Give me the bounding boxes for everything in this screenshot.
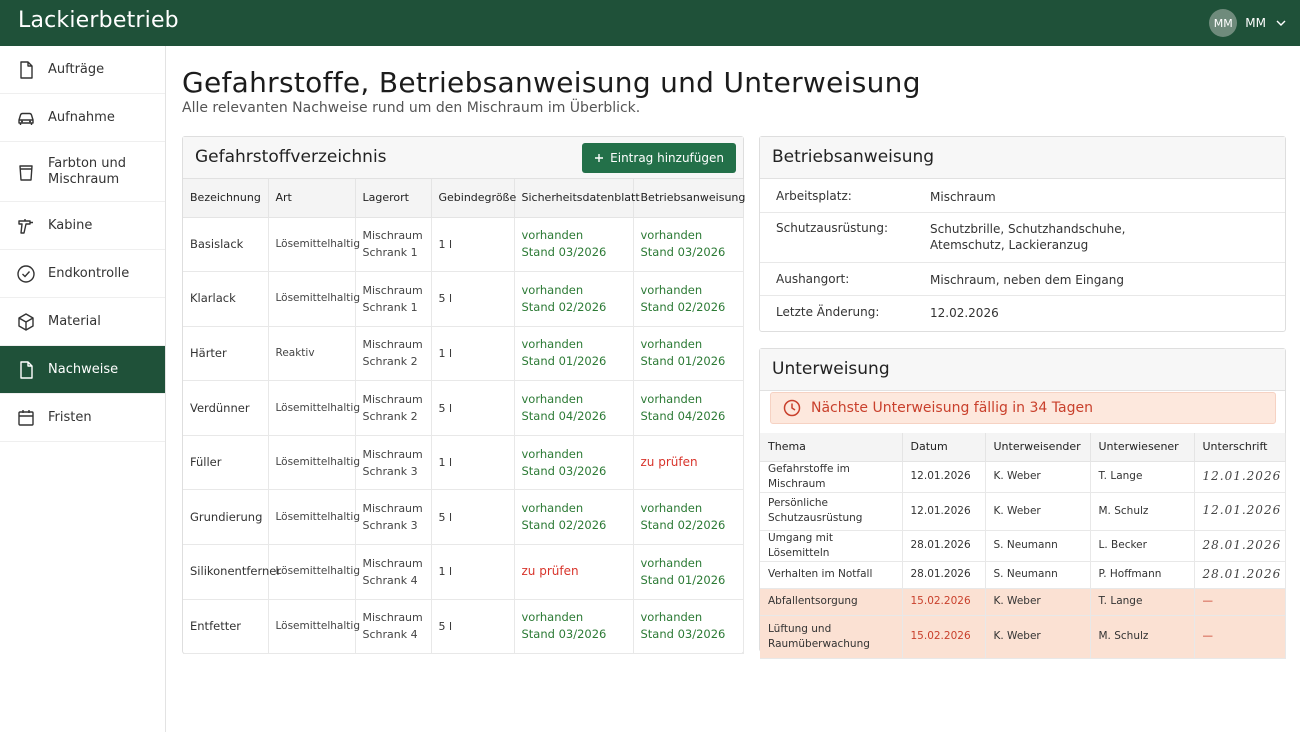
status-date: Stand 03/2026 (640, 627, 726, 642)
check-circle-icon (16, 264, 36, 284)
info-value-line: Schutzbrille, Schutzhandschuhe, (930, 222, 1126, 236)
table-row[interactable] (183, 381, 743, 436)
avatar[interactable]: MM (1209, 9, 1237, 37)
table-row[interactable] (183, 217, 743, 272)
table-row[interactable] (760, 588, 1285, 615)
lagerort-line: Mischraum (362, 502, 423, 516)
cell-sicherheitsdatenblatt[interactable] (514, 435, 633, 490)
sidebar-item-fristen[interactable] (0, 394, 165, 442)
spray-gun-icon (16, 216, 36, 236)
cell-thema (760, 561, 902, 588)
thema-line: Verhalten im Notfall (768, 568, 873, 580)
cell-datum: 12.01.2026 (902, 492, 985, 530)
lagerort-line: Schrank 1 (362, 300, 418, 314)
chevron-down-icon[interactable] (1274, 16, 1288, 30)
card-header (760, 137, 1285, 179)
column-header[interactable]: Gebindegröße (431, 179, 514, 217)
signature: 28.01.2026 (1202, 537, 1282, 552)
cell-unterwiesener: L. Becker (1090, 530, 1194, 561)
cell-betriebsanweisung[interactable] (633, 326, 743, 381)
signature: 28.01.2026 (1202, 566, 1282, 581)
status-date: Stand 02/2026 (640, 299, 726, 314)
sidebar-item-label: Material (48, 313, 101, 329)
table-row[interactable] (760, 615, 1285, 658)
cell-thema (760, 615, 902, 658)
betriebsanweisung-card (759, 136, 1286, 332)
info-key: Schutzausrüstung: (776, 221, 889, 235)
cell-sicherheitsdatenblatt[interactable] (514, 217, 633, 272)
column-header[interactable]: Datum (902, 433, 985, 461)
cell-lagerort (355, 435, 431, 490)
sidebar-item-auftraege[interactable] (0, 46, 165, 94)
cell-lagerort (355, 272, 431, 327)
signature: — (1202, 630, 1213, 642)
cell-bezeichnung: Grundierung (183, 490, 268, 545)
cell-unterwiesener: P. Hoffmann (1090, 561, 1194, 588)
cell-art: Lösemittelhaltig (268, 435, 355, 490)
cell-bezeichnung: Klarlack (183, 272, 268, 327)
column-header[interactable]: Unterschrift (1194, 433, 1285, 461)
cell-gebindegroesse: 1 l (431, 545, 514, 600)
cell-bezeichnung: Basislack (183, 217, 268, 272)
cell-gebindegroesse: 5 l (431, 490, 514, 545)
unterweisung-table (760, 433, 1286, 659)
document-icon (16, 60, 36, 80)
thema-line: Lüftung und (768, 622, 832, 635)
status-date: Stand 03/2026 (521, 245, 607, 260)
cell-datum: 28.01.2026 (902, 530, 985, 561)
cell-sicherheitsdatenblatt[interactable] (514, 272, 633, 327)
sidebar-item-label: Endkontrolle (48, 265, 130, 281)
cell-unterschrift[interactable] (1194, 588, 1285, 615)
thema-line: Schutzausrüstung (768, 512, 863, 524)
sidebar-item-endkontrolle[interactable] (0, 250, 165, 298)
sidebar-item-label: Fristen (48, 409, 92, 425)
cell-lagerort (355, 381, 431, 436)
sidebar-item-label: Aufnahme (48, 109, 115, 125)
status-date: Stand 03/2026 (521, 463, 607, 478)
cell-lagerort (355, 545, 431, 600)
column-header[interactable]: Sicherheitsdatenblatt (514, 179, 633, 217)
table-row[interactable] (183, 545, 743, 600)
cell-datum: 12.01.2026 (902, 461, 985, 492)
sidebar-item-label: Aufträge (48, 61, 105, 77)
column-header[interactable]: Thema (760, 433, 902, 461)
info-value: Mischraum, neben dem Eingang (930, 273, 1124, 287)
cell-art: Reaktiv (268, 326, 355, 381)
status-date: Stand 01/2026 (521, 354, 607, 369)
table-row[interactable] (183, 490, 743, 545)
status-text: zu prüfen (640, 455, 698, 470)
cell-unterwiesener: T. Lange (1090, 461, 1194, 492)
cell-betriebsanweisung[interactable] (633, 217, 743, 272)
thema-line: Raumüberwachung (768, 637, 870, 650)
info-row (760, 179, 1285, 213)
sidebar (0, 46, 166, 732)
cell-betriebsanweisung[interactable] (633, 545, 743, 600)
sidebar-item-label: Nachweise (48, 361, 119, 377)
cell-bezeichnung: Füller (183, 435, 268, 490)
user-name[interactable]: MM (1245, 16, 1266, 30)
card-title: Unterweisung (772, 359, 890, 379)
table-header-row (183, 179, 743, 217)
cell-art: Lösemittelhaltig (268, 545, 355, 600)
table-row[interactable] (760, 561, 1285, 588)
lagerort-line: Mischraum (362, 229, 423, 243)
cell-betriebsanweisung[interactable] (633, 435, 743, 490)
sidebar-item-kabine[interactable] (0, 202, 165, 250)
cell-unterweisender: S. Neumann (985, 561, 1090, 588)
table-row[interactable] (183, 435, 743, 490)
cell-unterweisender: K. Weber (985, 588, 1090, 615)
lagerort-line: Mischraum (362, 447, 423, 461)
lagerort-line: Mischraum (362, 611, 423, 625)
cell-sicherheitsdatenblatt[interactable] (514, 381, 633, 436)
cell-bezeichnung: Entfetter (183, 599, 268, 654)
add-entry-label: Eintrag hinzufügen (610, 151, 724, 165)
cell-art: Lösemittelhaltig (268, 381, 355, 436)
cell-gebindegroesse: 1 l (431, 217, 514, 272)
status-text: vorhanden (640, 501, 703, 516)
cell-art: Lösemittelhaltig (268, 490, 355, 545)
table-row[interactable] (760, 492, 1285, 530)
column-header[interactable]: Bezeichnung (183, 179, 268, 217)
lagerort-line: Mischraum (362, 338, 423, 352)
cell-betriebsanweisung[interactable] (633, 599, 743, 654)
info-value: 12.02.2026 (930, 306, 999, 320)
cell-sicherheitsdatenblatt[interactable] (514, 490, 633, 545)
cell-thema (760, 461, 902, 492)
status-text: vorhanden (640, 337, 703, 352)
info-value-line: Atemschutz, Lackieranzug (930, 238, 1089, 252)
cell-gebindegroesse: 5 l (431, 599, 514, 654)
signature: — (1202, 595, 1213, 607)
column-header[interactable]: Art (268, 179, 355, 217)
cell-unterschrift[interactable] (1194, 561, 1285, 588)
table-row[interactable] (183, 272, 743, 327)
lagerort-line: Schrank 1 (362, 246, 418, 260)
cell-betriebsanweisung[interactable] (633, 490, 743, 545)
info-key: Aushangort: (776, 272, 850, 286)
card-title: Gefahrstoffverzeichnis (195, 147, 387, 167)
cell-betriebsanweisung[interactable] (633, 272, 743, 327)
cell-thema (760, 530, 902, 561)
card-header (183, 137, 743, 179)
thema-line: Persönliche (768, 497, 829, 509)
box-icon (16, 312, 36, 332)
thema-line: Gefahrstoffe im Mischraum (768, 462, 850, 490)
card-header (760, 349, 1285, 391)
cell-gebindegroesse: 5 l (431, 381, 514, 436)
info-key: Letzte Änderung: (776, 305, 880, 319)
cell-unterschrift[interactable] (1194, 615, 1285, 658)
cell-unterweisender: S. Neumann (985, 530, 1090, 561)
gefahrstoff-card (182, 136, 744, 654)
user-menu[interactable] (1209, 9, 1288, 37)
column-header[interactable]: Lagerort (355, 179, 431, 217)
cell-lagerort (355, 490, 431, 545)
info-value (930, 221, 1125, 253)
status-date: Stand 03/2026 (640, 245, 726, 260)
cell-unterschrift[interactable] (1194, 461, 1285, 492)
sidebar-item-nachweise[interactable] (0, 346, 165, 394)
cell-datum: 15.02.2026 (902, 588, 985, 615)
status-date: Stand 04/2026 (640, 409, 726, 424)
plus-icon (594, 153, 604, 163)
cell-sicherheitsdatenblatt[interactable] (514, 545, 633, 600)
unterweisung-card (759, 348, 1286, 652)
cell-gebindegroesse: 5 l (431, 272, 514, 327)
cell-unterwiesener: T. Lange (1090, 588, 1194, 615)
status-date: Stand 04/2026 (521, 409, 607, 424)
sidebar-item-farbton-und-mischraum[interactable] (0, 142, 165, 202)
sidebar-item-label: Farbton und Mischraum (48, 155, 126, 187)
cell-unterwiesener: M. Schulz (1090, 615, 1194, 658)
cell-datum: 28.01.2026 (902, 561, 985, 588)
table-row[interactable] (760, 461, 1285, 492)
cell-gebindegroesse: 1 l (431, 326, 514, 381)
lagerort-line: Schrank 3 (362, 464, 418, 478)
status-text: vorhanden (640, 555, 703, 570)
cell-art: Lösemittelhaltig (268, 599, 355, 654)
table-header-row (760, 433, 1285, 461)
car-icon (16, 108, 36, 128)
cell-datum: 15.02.2026 (902, 615, 985, 658)
paint-bucket-icon (16, 162, 36, 182)
lagerort-line: Schrank 3 (362, 519, 418, 533)
status-text: vorhanden (521, 610, 584, 625)
thema-line: Abfallentsorgung (768, 595, 858, 607)
info-row (760, 296, 1285, 330)
status-date: Stand 01/2026 (640, 572, 726, 587)
document-icon (16, 360, 36, 380)
cell-unterschrift[interactable] (1194, 492, 1285, 530)
info-row (760, 213, 1285, 263)
status-text: vorhanden (640, 392, 703, 407)
lagerort-line: Mischraum (362, 556, 423, 570)
lagerort-line: Schrank 2 (362, 410, 418, 424)
due-alert-text: Nächste Unterweisung fällig in 34 Tagen (811, 400, 1093, 416)
page-title: Gefahrstoffe, Betriebsanweisung und Unterweisung (182, 66, 921, 99)
status-text: vorhanden (521, 282, 584, 297)
status-date: Stand 02/2026 (521, 299, 607, 314)
cell-betriebsanweisung[interactable] (633, 381, 743, 436)
status-date: Stand 02/2026 (521, 518, 607, 533)
status-text: vorhanden (521, 337, 584, 352)
cell-art: Lösemittelhaltig (268, 217, 355, 272)
clock-icon (783, 399, 801, 417)
cell-unterwiesener: M. Schulz (1090, 492, 1194, 530)
add-entry-button[interactable] (582, 143, 736, 173)
info-row (760, 263, 1285, 296)
main-content (166, 46, 1300, 732)
status-date: Stand 01/2026 (640, 354, 726, 369)
cell-bezeichnung: Verdünner (183, 381, 268, 436)
status-text: vorhanden (640, 282, 703, 297)
status-text: vorhanden (640, 228, 703, 243)
table-row[interactable] (183, 599, 743, 654)
cell-sicherheitsdatenblatt[interactable] (514, 599, 633, 654)
cell-unterweisender: K. Weber (985, 492, 1090, 530)
cell-unterschrift[interactable] (1194, 530, 1285, 561)
table-row[interactable] (760, 530, 1285, 561)
thema-line: Umgang mit Lösemitteln (768, 531, 833, 559)
status-text: zu prüfen (521, 564, 579, 579)
cell-lagerort (355, 217, 431, 272)
info-key: Arbeitsplatz: (776, 189, 852, 203)
status-text: vorhanden (521, 446, 584, 461)
status-text: vorhanden (521, 228, 584, 243)
sidebar-item-material[interactable] (0, 298, 165, 346)
info-value: Mischraum (930, 190, 996, 204)
status-text: vorhanden (521, 501, 584, 516)
status-date: Stand 03/2026 (521, 627, 607, 642)
cell-thema (760, 588, 902, 615)
cell-bezeichnung: Silikonentferner (183, 545, 268, 600)
status-text: vorhanden (640, 610, 703, 625)
app-title: Lackierbetrieb (18, 8, 179, 33)
column-header[interactable]: Unterweisender (985, 433, 1090, 461)
due-alert (770, 392, 1276, 424)
cell-sicherheitsdatenblatt[interactable] (514, 326, 633, 381)
cell-lagerort (355, 326, 431, 381)
page-subtitle: Alle relevanten Nachweise rund um den Mischraum im Überblick. (182, 100, 641, 116)
cell-art: Lösemittelhaltig (268, 272, 355, 327)
status-date: Stand 02/2026 (640, 518, 726, 533)
top-bar (0, 0, 1300, 46)
cell-gebindegroesse: 1 l (431, 435, 514, 490)
table-row[interactable] (183, 326, 743, 381)
sidebar-item-label: Kabine (48, 217, 93, 233)
sidebar-item-aufnahme[interactable] (0, 94, 165, 142)
card-title: Betriebsanweisung (772, 147, 935, 167)
cell-thema (760, 492, 902, 530)
lagerort-line: Mischraum (362, 283, 423, 297)
cell-bezeichnung: Härter (183, 326, 268, 381)
calendar-icon (16, 408, 36, 428)
cell-unterweisender: K. Weber (985, 615, 1090, 658)
signature: 12.01.2026 (1202, 503, 1282, 517)
gefahrstoff-table (183, 179, 744, 654)
lagerort-line: Schrank 4 (362, 628, 418, 642)
column-header[interactable]: Unterwiesener (1090, 433, 1194, 461)
column-header[interactable]: Betriebsanweisung (633, 179, 743, 217)
status-text: vorhanden (521, 392, 584, 407)
lagerort-line: Schrank 2 (362, 355, 418, 369)
cell-unterweisender: K. Weber (985, 461, 1090, 492)
cell-lagerort (355, 599, 431, 654)
lagerort-line: Schrank 4 (362, 573, 418, 587)
signature: 12.01.2026 (1202, 468, 1282, 483)
lagerort-line: Mischraum (362, 393, 423, 407)
